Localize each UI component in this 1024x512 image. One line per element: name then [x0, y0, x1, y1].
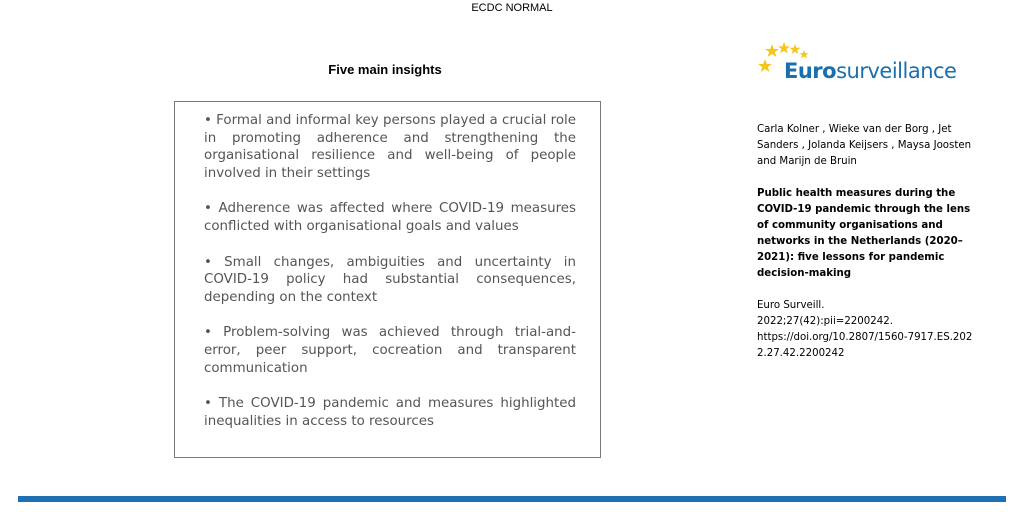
citation-authors: Carla Kolner , Wieke van der Borg , Jet Sanders , Jolanda Keijsers , Maysa Joosten and Marijn de Bruin [757, 124, 972, 167]
footer-bar [18, 496, 1006, 502]
citation-volume: 2022;27(42):pii=2200242. [757, 316, 893, 327]
star-icon [758, 59, 772, 72]
citation-block [757, 122, 975, 362]
star-icon [790, 44, 801, 54]
citation-doi[interactable]: https://doi.org/10.2807/1560-7917.ES.2022.27.42.2200242 [757, 332, 973, 359]
star-icon [765, 44, 779, 57]
insights-box [174, 101, 601, 458]
logo-text-rest: surveillance [836, 59, 957, 83]
eurosurveillance-logo [756, 40, 971, 90]
citation-title: Public health measures during the COVID-19 pandemic through the lens of community organisations and networks in the Netherlands (2020–2021): five lessons for pandemic decision-making [757, 188, 971, 279]
insight-item: • Formal and informal key persons played a crucial role in promoting adherence and strengthening the organisational resilience and well-being of people involved in their settings [204, 113, 576, 181]
insight-item: • Small changes, ambiguities and uncertainty in COVID-19 policy had substantial consequences, depending on the context [204, 254, 576, 305]
insight-item: • The COVID-19 pandemic and measures highlighted inequalities in access to resources [204, 396, 576, 429]
insight-item: • Problem-solving was achieved through trial-and-error, peer support, cocreation and transparent communication [204, 325, 576, 376]
citation-journal: Euro Surveill. [757, 300, 825, 311]
logo-text-bold: Euro [784, 59, 837, 83]
star-icon [799, 50, 808, 58]
insight-item: • Adherence was affected where COVID-19 measures conflicted with organisational goals and values [204, 201, 576, 234]
logo-text [784, 59, 956, 83]
header-label: ECDC NORMAL [471, 2, 553, 14]
star-icon [778, 42, 790, 53]
insights-title: Five main insights [328, 62, 442, 77]
